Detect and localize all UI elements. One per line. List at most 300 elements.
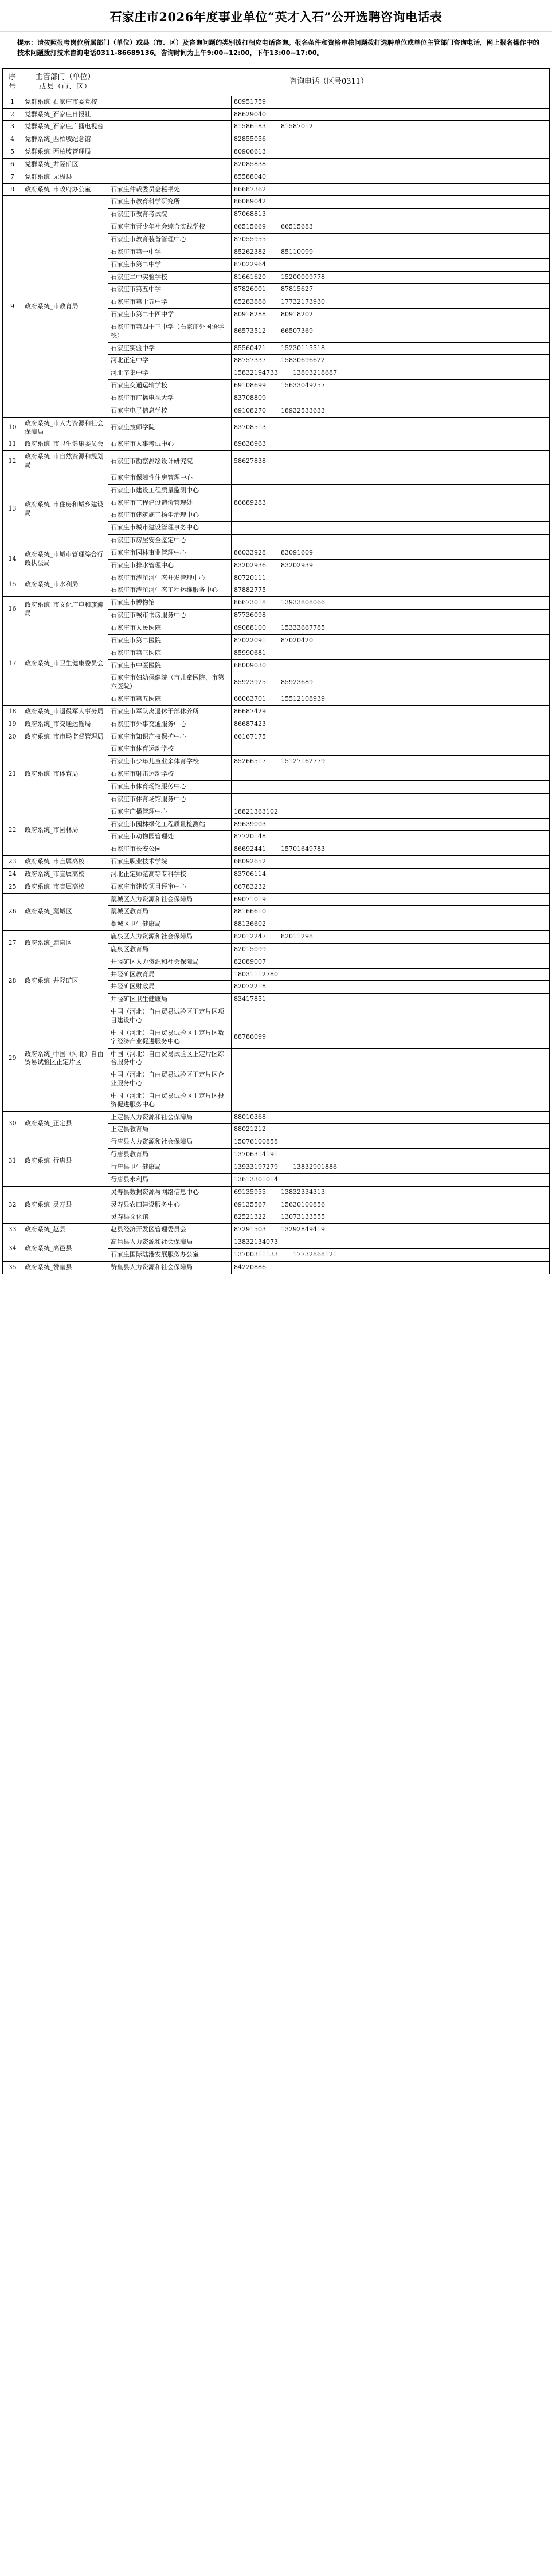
telephone-number: 82012247	[234, 933, 266, 941]
row-telephone	[232, 284, 550, 296]
row-unit: 石家庄市外事交通服务中心	[108, 718, 232, 731]
telephone-number: 83202936	[234, 561, 266, 569]
row-number: 21	[3, 743, 22, 806]
row-telephone	[232, 133, 550, 146]
telephone-number: 13613301014	[234, 1175, 278, 1183]
row-number: 20	[3, 731, 22, 743]
telephone-number: 82072218	[234, 983, 266, 991]
row-department: 政府系统_正定县	[22, 1111, 108, 1136]
row-telephone	[232, 931, 550, 944]
row-unit: 石家庄市房屋安全鉴定中心	[108, 535, 232, 547]
row-telephone	[232, 906, 550, 918]
row-unit: 鹿泉区人力资源和社会保障局	[108, 931, 232, 944]
row-number: 8	[3, 183, 22, 196]
table-row	[3, 1111, 550, 1124]
table-row	[3, 731, 550, 743]
telephone-number: 83706114	[234, 870, 266, 878]
row-department: 政府系统_市文化广电和旅游局	[22, 597, 108, 622]
row-unit: 石家庄市建设项目评审中心	[108, 881, 232, 893]
telephone-number: 13832134073	[234, 1238, 278, 1246]
telephone-number: 86573512	[234, 327, 266, 335]
telephone-number: 84220886	[234, 1263, 266, 1271]
row-department: 政府系统_赞皇县	[22, 1261, 108, 1274]
row-unit	[108, 121, 232, 133]
row-unit: 河北辛集中学	[108, 367, 232, 380]
row-number: 3	[3, 121, 22, 133]
table-row	[3, 1236, 550, 1249]
row-number: 19	[3, 718, 22, 731]
row-telephone	[232, 1211, 550, 1224]
telephone-number: 13832901886	[292, 1163, 337, 1171]
row-department: 政府系统_市城市管理综合行政执法局	[22, 547, 108, 572]
row-telephone	[232, 994, 550, 1006]
row-telephone	[232, 246, 550, 258]
telephone-number: 82089007	[234, 957, 266, 965]
row-unit: 赵县经济开发区管理委员会	[108, 1224, 232, 1236]
table-row	[3, 417, 550, 438]
row-unit: 石家庄职业技术学院	[108, 856, 232, 869]
row-unit: 石家庄市教育考试院	[108, 209, 232, 221]
row-department: 政府系统_鹿泉区	[22, 931, 108, 956]
table-row	[3, 1006, 550, 1027]
row-unit: 石家庄市保障性住房管理中心	[108, 472, 232, 484]
telephone-number: 87815627	[281, 285, 313, 293]
telephone-number: 88757337	[234, 356, 266, 364]
row-unit: 石家庄市体育运动学校	[108, 743, 232, 756]
telephone-number: 80918288	[234, 311, 266, 319]
row-department: 政府系统_市水利局	[22, 572, 108, 597]
row-telephone	[232, 1048, 550, 1069]
row-telephone	[232, 417, 550, 438]
table-row	[3, 881, 550, 893]
row-number: 7	[3, 171, 22, 183]
telephone-number: 80720111	[234, 574, 266, 582]
row-department: 政府系统_中国（河北）自由贸易试验区正定片区	[22, 1006, 108, 1111]
header-department-line2: 或县（市、区）	[38, 83, 91, 92]
row-unit: 石家庄市城市书房服务中心	[108, 610, 232, 622]
row-unit: 中国（河北）自由贸易试验区正定片区投资促进服务中心	[108, 1090, 232, 1111]
row-unit: 石家庄市第四十三中学（石家庄外国语学校）	[108, 321, 232, 342]
table-row	[3, 438, 550, 451]
notice-block	[0, 32, 552, 65]
row-telephone	[232, 405, 550, 417]
table-row	[3, 158, 550, 171]
row-unit: 石家庄市勘察测绘设计研究院	[108, 451, 232, 472]
row-telephone	[232, 497, 550, 509]
row-number: 35	[3, 1261, 22, 1274]
telephone-number: 87022091	[234, 636, 266, 644]
row-telephone	[232, 1149, 550, 1161]
telephone-number: 13700311133	[234, 1250, 278, 1258]
page-title: 石家庄市2026年度事业单位“英才入石”公开选聘咨询电话表	[109, 10, 443, 24]
table-body	[3, 96, 550, 1274]
telephone-number: 18031112780	[234, 970, 278, 978]
row-department: 政府系统_市退役军人事务局	[22, 705, 108, 718]
row-unit: 石家庄市教育科学研究所	[108, 196, 232, 209]
row-telephone	[232, 1136, 550, 1149]
row-unit: 石家庄市体育场馆服务中心	[108, 793, 232, 806]
telephone-number: 89639003	[234, 820, 266, 828]
row-department: 党群系统_无极县	[22, 171, 108, 183]
consultation-phone-table	[2, 68, 550, 1274]
table-row	[3, 856, 550, 869]
row-department: 政府系统_市教育局	[22, 196, 108, 417]
row-unit: 藁城区教育局	[108, 906, 232, 918]
row-telephone	[232, 793, 550, 806]
telephone-number: 86033928	[234, 548, 266, 556]
row-telephone	[232, 121, 550, 133]
row-department: 政府系统_市直属高校	[22, 868, 108, 881]
telephone-number: 13933197279	[234, 1163, 278, 1171]
row-unit: 行唐县人力资源和社会保障局	[108, 1136, 232, 1149]
telephone-number: 69135955	[234, 1188, 266, 1196]
row-department: 党群系统_石家庄市委党校	[22, 96, 108, 108]
table-row	[3, 931, 550, 944]
row-telephone	[232, 731, 550, 743]
row-unit: 赞皇县人力资源和社会保障局	[108, 1261, 232, 1274]
telephone-number: 88629040	[234, 110, 266, 118]
table-row	[3, 1261, 550, 1274]
telephone-number: 85110099	[281, 248, 313, 256]
row-number: 5	[3, 146, 22, 159]
row-telephone	[232, 818, 550, 831]
row-unit: 石家庄市博物馆	[108, 597, 232, 610]
row-number: 25	[3, 881, 22, 893]
row-telephone	[232, 547, 550, 559]
telephone-number: 87826001	[234, 285, 266, 293]
telephone-number: 85283886	[234, 298, 266, 306]
row-telephone	[232, 96, 550, 108]
row-unit: 石家庄市第二十四中学	[108, 309, 232, 321]
row-number: 32	[3, 1186, 22, 1224]
telephone-number: 15200009778	[281, 273, 325, 281]
telephone-number: 87068813	[234, 210, 266, 218]
row-unit: 石家庄市长安公园	[108, 843, 232, 856]
row-telephone	[232, 258, 550, 271]
row-number: 31	[3, 1136, 22, 1186]
table-row	[3, 893, 550, 906]
row-department: 政府系统_市直属高校	[22, 881, 108, 893]
telephone-number: 87022964	[234, 260, 266, 268]
telephone-number: 13706314191	[234, 1150, 278, 1159]
telephone-number: 13803218687	[292, 369, 337, 377]
row-unit: 石家庄仲裁委员会秘书处	[108, 183, 232, 196]
table-row	[3, 956, 550, 968]
telephone-number: 15512108939	[281, 695, 325, 703]
row-telephone	[232, 743, 550, 756]
row-unit: 藁城区人力资源和社会保障局	[108, 893, 232, 906]
row-telephone	[232, 1161, 550, 1173]
row-telephone	[232, 768, 550, 781]
telephone-number: 80906613	[234, 148, 266, 156]
telephone-number: 69071019	[234, 895, 266, 903]
telephone-number: 89636963	[234, 440, 266, 448]
row-department: 政府系统_市自然资源和规划局	[22, 451, 108, 472]
row-unit: 正定县教育局	[108, 1124, 232, 1136]
table-row	[3, 133, 550, 146]
row-number: 33	[3, 1224, 22, 1236]
row-department: 党群系统_石家庄广播电视台	[22, 121, 108, 133]
row-unit: 石家庄市中医医院	[108, 659, 232, 672]
telephone-number: 13832334313	[281, 1188, 325, 1196]
row-telephone	[232, 438, 550, 451]
row-unit	[108, 96, 232, 108]
row-telephone	[232, 968, 550, 981]
row-number: 16	[3, 597, 22, 622]
telephone-number: 66507369	[281, 327, 313, 335]
header-department-line1: 主管部门（单位）	[35, 72, 95, 81]
row-department: 政府系统_市人力资源和社会保障局	[22, 417, 108, 438]
row-telephone	[232, 1111, 550, 1124]
row-unit: 石家庄交通运输学校	[108, 380, 232, 392]
row-number: 34	[3, 1236, 22, 1262]
telephone-number: 85923689	[281, 678, 313, 686]
row-unit: 鹿泉区教育局	[108, 943, 232, 956]
telephone-number: 86689283	[234, 498, 266, 506]
row-unit: 石家庄市动物园管理处	[108, 831, 232, 843]
telephone-number: 81661620	[234, 273, 266, 281]
row-telephone	[232, 780, 550, 793]
row-unit: 中国（河北）自由贸易试验区正定片区综合服务中心	[108, 1048, 232, 1069]
row-number: 29	[3, 1006, 22, 1111]
row-unit: 藁城区卫生健康局	[108, 918, 232, 931]
telephone-number: 83091609	[281, 548, 313, 556]
row-unit: 河北正定中学	[108, 355, 232, 367]
table-row	[3, 183, 550, 196]
row-number: 22	[3, 806, 22, 855]
telephone-number: 66167175	[234, 732, 266, 740]
telephone-number: 15127162779	[281, 757, 325, 765]
row-unit: 石家庄市园林事业管理中心	[108, 547, 232, 559]
row-unit: 中国（河北）自由贸易试验区正定片区数字经济产业促进服务中心	[108, 1027, 232, 1048]
row-telephone	[232, 705, 550, 718]
telephone-number: 15633049257	[281, 382, 325, 390]
table-row	[3, 1136, 550, 1149]
telephone-number: 15832194733	[234, 369, 278, 377]
row-telephone	[232, 1186, 550, 1199]
row-unit: 石家庄市第十五中学	[108, 296, 232, 309]
row-telephone	[232, 956, 550, 968]
telephone-number: 58627838	[234, 457, 266, 465]
telephone-number: 85923925	[234, 678, 266, 686]
row-department: 政府系统_藁城区	[22, 893, 108, 931]
row-department: 政府系统_市园林局	[22, 806, 108, 855]
row-unit: 石家庄市第五医院	[108, 693, 232, 706]
row-telephone	[232, 309, 550, 321]
row-number: 12	[3, 451, 22, 472]
row-number: 4	[3, 133, 22, 146]
telephone-number: 87736098	[234, 611, 266, 619]
row-number: 13	[3, 472, 22, 547]
row-department: 政府系统_行唐县	[22, 1136, 108, 1186]
row-unit: 中国（河北）自由贸易试验区正定片区项目建设中心	[108, 1006, 232, 1027]
telephone-number: 18932533633	[281, 406, 325, 414]
telephone-number: 13073133555	[281, 1213, 325, 1221]
row-telephone	[232, 509, 550, 522]
telephone-number: 68009030	[234, 661, 266, 669]
row-unit: 石家庄市人事考试中心	[108, 438, 232, 451]
row-telephone	[232, 893, 550, 906]
telephone-number: 68092652	[234, 858, 266, 866]
row-number: 27	[3, 931, 22, 956]
row-department: 党群系统_井陉矿区	[22, 158, 108, 171]
table-row	[3, 806, 550, 818]
telephone-number: 82015099	[234, 945, 266, 953]
row-unit: 石家庄市知识产权保护中心	[108, 731, 232, 743]
telephone-number: 15630100856	[281, 1200, 325, 1208]
row-telephone	[232, 659, 550, 672]
row-unit: 河北正定师范高等专科学校	[108, 868, 232, 881]
telephone-number: 85990681	[234, 649, 266, 657]
row-department: 政府系统_井陉矿区	[22, 956, 108, 1006]
telephone-number: 86687362	[234, 185, 266, 193]
row-number: 10	[3, 417, 22, 438]
row-department: 政府系统_赵县	[22, 1224, 108, 1236]
row-unit: 灵寿县文化馆	[108, 1211, 232, 1224]
table-row	[3, 171, 550, 183]
row-telephone	[232, 1006, 550, 1027]
table-row	[3, 451, 550, 472]
row-telephone	[232, 535, 550, 547]
row-unit: 石家庄市第三医院	[108, 647, 232, 659]
row-telephone	[232, 1173, 550, 1186]
row-telephone	[232, 1069, 550, 1090]
row-department: 政府系统_市卫生健康委员会	[22, 622, 108, 706]
row-telephone	[232, 881, 550, 893]
row-unit: 石家庄市广播电视大学	[108, 392, 232, 405]
row-telephone	[232, 296, 550, 309]
row-telephone	[232, 559, 550, 572]
telephone-number: 69108270	[234, 406, 266, 414]
row-telephone	[232, 943, 550, 956]
row-unit: 井陉矿区财政局	[108, 981, 232, 994]
telephone-number: 66515683	[281, 223, 313, 231]
telephone-number: 69108699	[234, 382, 266, 390]
telephone-number: 88166610	[234, 908, 266, 916]
telephone-number: 82011298	[281, 933, 313, 941]
row-department: 党群系统_石家庄日报社	[22, 108, 108, 121]
row-telephone	[232, 355, 550, 367]
row-telephone	[232, 756, 550, 768]
row-department: 政府系统_市体育局	[22, 743, 108, 806]
row-unit: 石家庄电子信息学校	[108, 405, 232, 417]
row-number: 18	[3, 705, 22, 718]
row-telephone	[232, 843, 550, 856]
row-unit: 石家庄二中实验学校	[108, 271, 232, 284]
table-row	[3, 718, 550, 731]
row-telephone	[232, 271, 550, 284]
row-unit	[108, 146, 232, 159]
row-number: 30	[3, 1111, 22, 1136]
row-unit: 石家庄市建设工程质量监测中心	[108, 484, 232, 497]
row-telephone	[232, 484, 550, 497]
row-telephone	[232, 1199, 550, 1211]
row-number: 14	[3, 547, 22, 572]
row-unit: 灵寿县数据资源与网络信息中心	[108, 1186, 232, 1199]
table-row	[3, 547, 550, 559]
telephone-number: 85266517	[234, 757, 266, 765]
row-telephone	[232, 1124, 550, 1136]
row-unit: 石家庄市第一中学	[108, 246, 232, 258]
telephone-number: 80918202	[281, 311, 313, 319]
row-department: 政府系统_高邑县	[22, 1236, 108, 1262]
table-row	[3, 868, 550, 881]
telephone-number: 86687423	[234, 720, 266, 728]
telephone-number: 85262382	[234, 248, 266, 256]
table-row	[3, 472, 550, 484]
telephone-number: 15830696622	[281, 356, 325, 364]
row-department: 党群系统_西柏坡纪念馆	[22, 133, 108, 146]
table-row	[3, 622, 550, 635]
row-telephone	[232, 572, 550, 584]
row-unit: 石家庄市妇幼保健院（市儿童医院、市第六医院）	[108, 672, 232, 693]
telephone-number: 83417851	[234, 995, 266, 1003]
row-telephone	[232, 1027, 550, 1048]
row-telephone	[232, 183, 550, 196]
telephone-number: 88021212	[234, 1125, 266, 1133]
header-no: 序号	[3, 68, 22, 96]
row-telephone	[232, 158, 550, 171]
row-unit: 石家庄市体育场馆服务中心	[108, 780, 232, 793]
row-telephone	[232, 597, 550, 610]
row-unit: 石家庄市滹沱河生态开发管理中心	[108, 572, 232, 584]
row-unit: 石家庄市军队离退休干部休养所	[108, 705, 232, 718]
row-unit: 石家庄市第五中学	[108, 284, 232, 296]
row-unit	[108, 158, 232, 171]
row-telephone	[232, 392, 550, 405]
row-telephone	[232, 196, 550, 209]
table-row	[3, 572, 550, 584]
telephone-number: 81586183	[234, 123, 266, 131]
row-number: 26	[3, 893, 22, 931]
row-telephone	[232, 610, 550, 622]
row-number: 28	[3, 956, 22, 1006]
telephone-number: 15701649783	[281, 845, 325, 853]
table-row	[3, 1186, 550, 1199]
telephone-number: 86673018	[234, 599, 266, 607]
telephone-number: 85560421	[234, 344, 266, 352]
table-row	[3, 96, 550, 108]
row-unit: 石家庄市第二医院	[108, 634, 232, 647]
row-unit: 石家庄市人民医院	[108, 622, 232, 635]
row-unit: 行唐县教育局	[108, 1149, 232, 1161]
row-department: 政府系统_市交通运输局	[22, 718, 108, 731]
header-department	[22, 68, 108, 96]
telephone-number: 82085838	[234, 160, 266, 168]
row-telephone	[232, 918, 550, 931]
row-telephone	[232, 584, 550, 597]
telephone-number: 82521322	[234, 1213, 266, 1221]
row-unit: 石家庄技师学院	[108, 417, 232, 438]
telephone-number: 87720148	[234, 833, 266, 841]
row-telephone	[232, 221, 550, 234]
row-unit: 行唐县水利局	[108, 1173, 232, 1186]
row-number: 24	[3, 868, 22, 881]
telephone-number: 15230115518	[281, 344, 325, 352]
row-unit: 石家庄市园林绿化工程质量检测站	[108, 818, 232, 831]
row-telephone	[232, 234, 550, 246]
table-header-row	[3, 68, 550, 96]
row-unit: 石家庄市排水管理中心	[108, 559, 232, 572]
row-telephone	[232, 1090, 550, 1111]
row-unit: 石家庄市青少年社会综合实践学校	[108, 221, 232, 234]
row-department: 政府系统_市直属高校	[22, 856, 108, 869]
row-unit: 中国（河北）自由贸易试验区正定片区企业服务中心	[108, 1069, 232, 1090]
table-row	[3, 705, 550, 718]
header-telephone: 咨询电话（区号0311）	[108, 68, 550, 96]
row-department: 政府系统_市政府办公室	[22, 183, 108, 196]
row-unit: 井陉矿区人力资源和社会保障局	[108, 956, 232, 968]
